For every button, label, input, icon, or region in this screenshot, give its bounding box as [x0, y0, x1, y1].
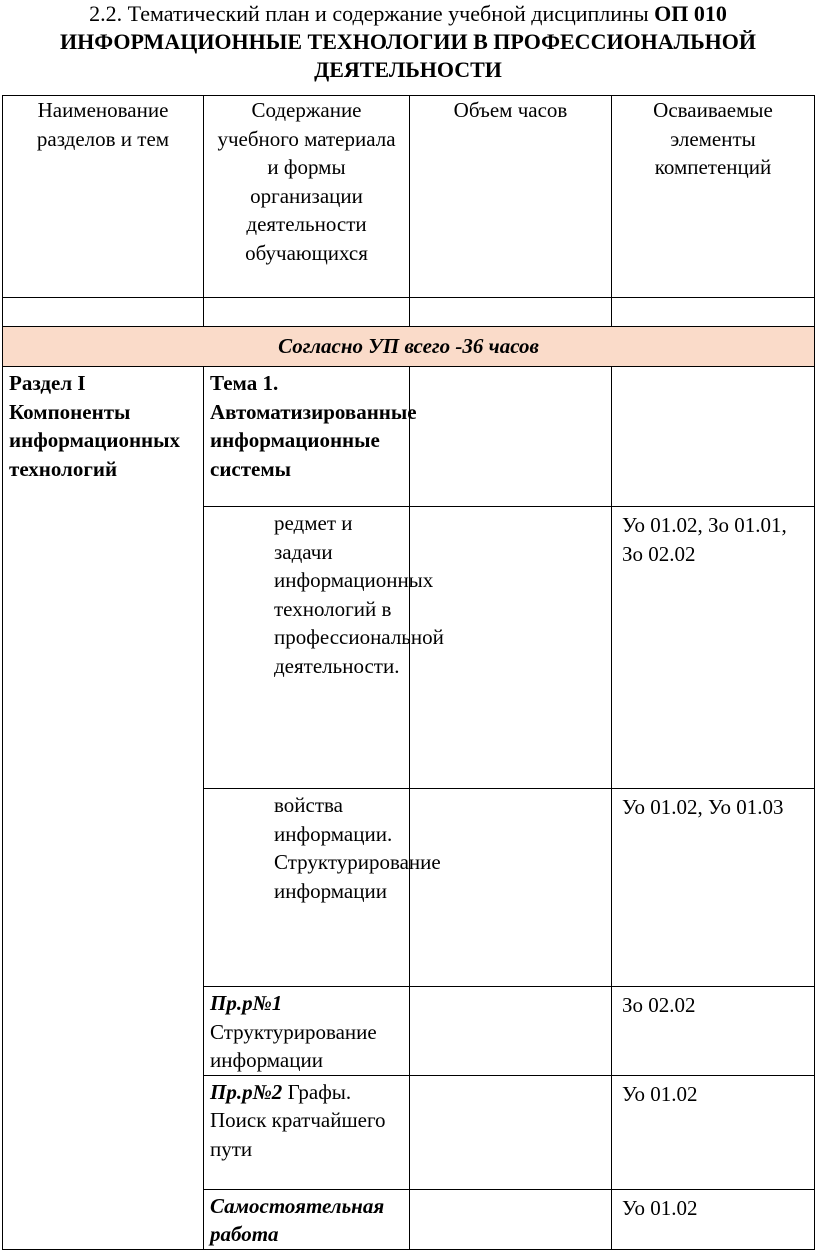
competencies-cell: Зо 02.02: [612, 987, 815, 1076]
competencies-cell: Уо 01.02: [612, 1075, 815, 1189]
topic-name: Тема 1. Автоматизированные информационные системы: [204, 367, 410, 507]
content-cell: редмет и задачи информационных технологий в профессиональной деятельности.: [204, 507, 410, 789]
header-content: Содержание учебного материала и формы организации деятельности обучающихся: [204, 96, 410, 298]
content-cell: [204, 987, 410, 1076]
hours-cell: [410, 1189, 612, 1249]
practice-title: Структурирование информации: [210, 1019, 377, 1072]
title-line-3: ДЕЯТЕЛЬНОСТИ: [314, 57, 502, 82]
thematic-plan-table: [2, 95, 815, 1250]
practice-label: Пр.р№1: [210, 991, 283, 1015]
practice-title: Графы. Поиск кратчайшего пути: [210, 1079, 386, 1161]
section-name: Раздел I Компоненты информационных технологий: [3, 367, 204, 1250]
header-hours: Объем часов: [410, 96, 612, 298]
title-prefix: 2.2. Тематический план и содержание учебной дисциплины: [89, 1, 655, 26]
total-hours-label: Согласно УП всего -36 часов: [3, 327, 815, 367]
self-study-label: Самостоятельная работа: [204, 1189, 410, 1249]
hours-cell: [410, 987, 612, 1076]
header-competencies: Осваиваемые элементы компетенций: [612, 96, 815, 298]
title-line-1: [0, 0, 816, 28]
competencies-cell: Уо 01.02, Зо 01.01, Зо 02.02: [612, 507, 815, 789]
discipline-code: ОП 010: [654, 1, 727, 26]
practice-label: Пр.р№2: [210, 1079, 283, 1104]
total-hours-row: [3, 327, 815, 367]
content-cell: войства информации. Структурирование информации: [204, 789, 410, 987]
topic-row: [3, 367, 815, 507]
document-title: [0, 0, 816, 84]
header-row: [3, 96, 815, 298]
competencies-cell: Уо 01.02, Уо 01.03: [612, 789, 815, 987]
hours-cell: [410, 1075, 612, 1189]
competencies-cell: Уо 01.02: [612, 1189, 815, 1249]
hours-cell: [410, 789, 612, 987]
title-line-2: ИНФОРМАЦИОННЫЕ ТЕХНОЛОГИИ В ПРОФЕССИОНАЛЬНОЙ: [60, 29, 756, 54]
header-sections: Наименование разделов и тем: [3, 96, 204, 298]
content-cell: [204, 1075, 410, 1189]
topic-competencies: [612, 367, 815, 507]
empty-row: [3, 298, 815, 327]
topic-hours: [410, 367, 612, 507]
